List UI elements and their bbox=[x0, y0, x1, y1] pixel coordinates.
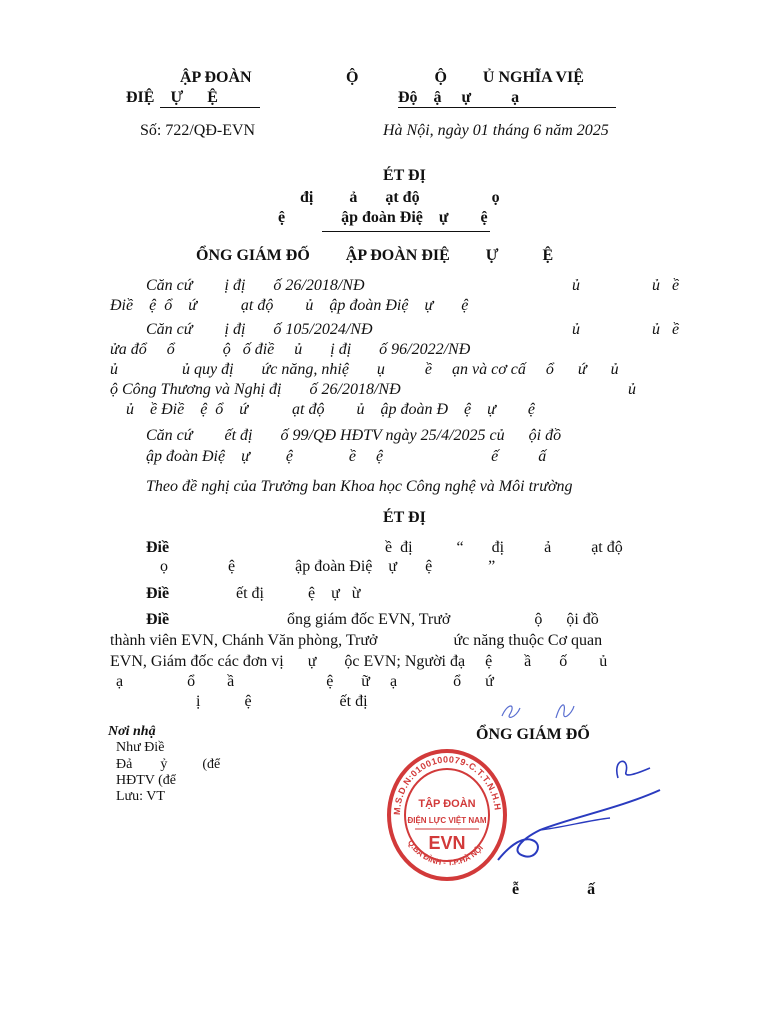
recipient-item: Lưu: VT bbox=[116, 789, 165, 804]
article-3-label: Điề bbox=[146, 611, 170, 628]
article-3-line2: thành viên EVN, Chánh Văn phòng, Trưở ức năng thuộc Cơ quan bbox=[110, 632, 603, 649]
preamble-2-line4: ộ Công Thương và Nghị đị ố 26/2018/NĐ bbox=[110, 381, 401, 398]
org-name-line2: ĐIỆ Ự Ệ bbox=[126, 89, 218, 106]
decision-title: ÉT ĐỊ bbox=[383, 167, 426, 184]
article-1-line2: ọ ệ ập đoàn Điệ ự ệ ” bbox=[160, 558, 496, 575]
preamble-2-line2: ửa đổ ổ ộ ố điề ủ ị đị ố 96/2022/NĐ bbox=[110, 341, 471, 358]
signatory-title: ỔNG GIÁM ĐỐ bbox=[476, 726, 590, 743]
decision-heading: ÉT ĐỊ bbox=[383, 509, 426, 526]
handwritten-signature bbox=[440, 748, 670, 878]
seal-ring-text: M.S.D.N:0100100079-C.T.T.N.H.H bbox=[391, 754, 503, 816]
preamble-3-line2: ập đoàn Điệ ự ệ ề ệ ế ấ bbox=[146, 448, 547, 465]
article-3-line5: ị ệ ết đị bbox=[196, 693, 368, 710]
seal-line3: EVN bbox=[428, 833, 466, 853]
initials-marks bbox=[494, 696, 584, 726]
decision-subject-line2: ệ ập đoàn Điệ ự ệ bbox=[278, 209, 488, 226]
preamble-1-line2: Điề ệ ổ ứ ạt độ ủ ập đoàn Điệ ự ệ bbox=[110, 297, 469, 314]
document-number: Số: 722/QĐ-EVN bbox=[140, 122, 256, 139]
decision-subject-line1: đị ả ạt độ ọ bbox=[300, 189, 500, 206]
preamble-1-line1-tail: ủ ủ ề bbox=[572, 277, 680, 294]
recipient-item: HĐTV (để bbox=[116, 773, 177, 788]
issuing-authority: ỔNG GIÁM ĐỐ ẬP ĐOÀN ĐIỆ Ự Ệ bbox=[196, 247, 554, 264]
article-3-line3: EVN, Giám đốc các đơn vị ự ộc EVN; Người đạ ệ ầ ố ủ bbox=[110, 653, 608, 670]
preamble-2-line4-tail: ủ bbox=[628, 381, 636, 398]
preamble-1-line1: Căn cứ ị đị ố 26/2018/NĐ bbox=[146, 277, 365, 294]
seal-line2: ĐIỆN LỰC VIỆT NAM bbox=[407, 816, 487, 825]
motto-underline bbox=[398, 107, 616, 108]
recipient-item: Đả ỷ (để bbox=[116, 757, 221, 772]
proposal-line: Theo đề nghị của Trưởng ban Khoa học Công nghệ và Môi trường bbox=[146, 478, 573, 495]
preamble-2-line5: ủ ề Điề ệ ổ ứ ạt độ ủ ập đoàn Đ ệ ự ệ bbox=[126, 401, 535, 418]
national-motto-line2: Độ ậ ự ạ bbox=[398, 89, 520, 106]
recipient-item: Như Điề bbox=[116, 740, 165, 755]
place-date: Hà Nội, ngày 01 tháng 6 năm 2025 bbox=[383, 122, 609, 139]
article-1-label: Điề bbox=[146, 539, 170, 556]
national-motto-line1: Ộ Ộ Ủ NGHĨA VIỆ bbox=[346, 69, 584, 86]
recipients-heading: Nơi nhậ bbox=[108, 724, 156, 739]
article-1-line1: ề đị “ đị ả ạt độ bbox=[385, 539, 623, 556]
org-name-line1: ẬP ĐOÀN bbox=[180, 69, 252, 86]
article-3-line4: ạ ổ ầ ệ ữ ạ ổ ứ bbox=[116, 673, 494, 690]
title-underline bbox=[322, 231, 490, 232]
preamble-2-line1-tail: ủ ủ ề bbox=[572, 321, 680, 338]
article-3-line1: ổng giám đốc EVN, Trưở ộ ội đồ bbox=[287, 611, 599, 628]
article-2-line1: ết đị ệ ự ừ bbox=[236, 585, 361, 602]
preamble-2-line1: Căn cứ ị đị ố 105/2024/NĐ bbox=[146, 321, 373, 338]
signatory-name: ễ ấ bbox=[512, 881, 596, 898]
seal-line1: TẬP ĐOÀN bbox=[418, 798, 476, 810]
org-underline bbox=[160, 107, 260, 108]
preamble-3-line1: Căn cứ ết đị ố 99/QĐ HĐTV ngày 25/4/2025 củ ội đồ bbox=[146, 427, 562, 444]
article-2-label: Điề bbox=[146, 585, 170, 602]
preamble-2-line3: ủ ủ quy đị ức năng, nhiệ ụ ề ạn và cơ cấ ổ ứ ủ bbox=[110, 361, 619, 378]
seal-bottom-text: Q.BA ĐÌNH - T.P.HÀ NỘI bbox=[405, 838, 485, 868]
